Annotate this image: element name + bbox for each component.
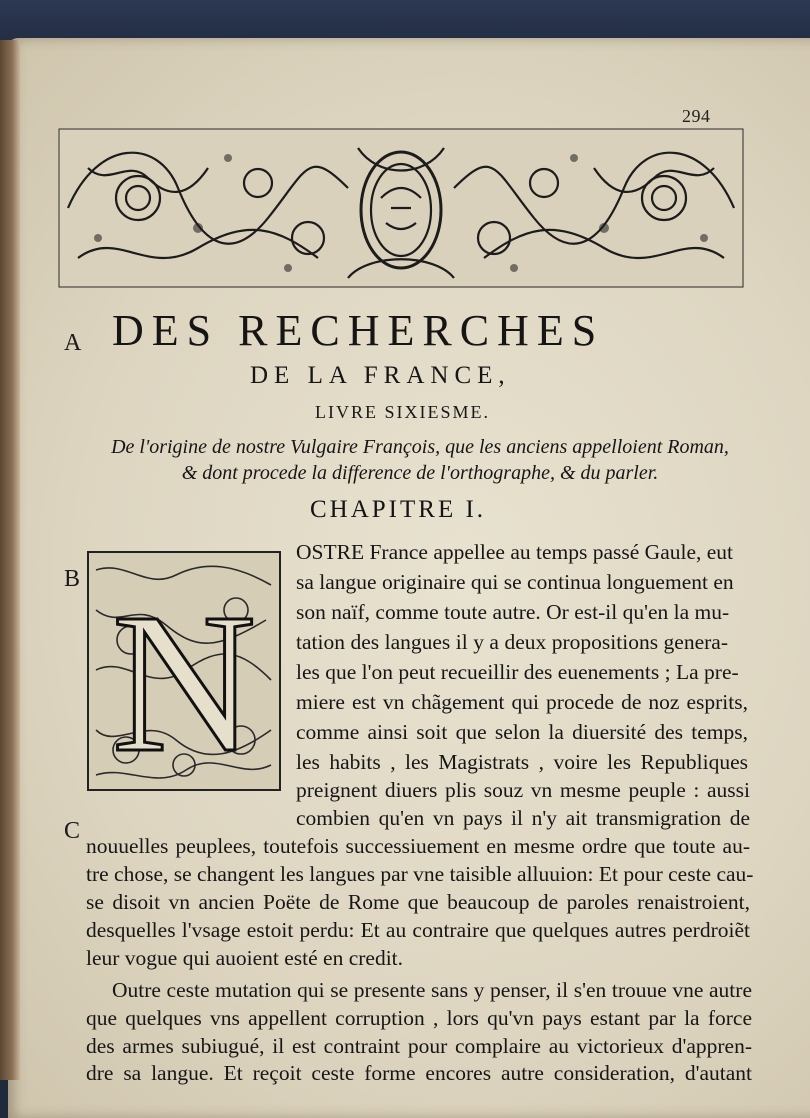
text-line: les habits , les Magistrats , voire les Republiques [296, 750, 748, 774]
text-line: que quelques vns appellent corruption , lors qu'vn pays estant par la force [86, 1006, 752, 1030]
chapter-heading: CHAPITRE I. [310, 496, 487, 523]
text-line: combien qu'en vn pays il n'y ait transmigration de [296, 806, 750, 830]
text-line: desquelles l'vsage estoit perdu: Et au contraire que quelques autres perdroiẽt [86, 918, 750, 942]
text-line: les que l'on peut recueillir des euenements ; La pre- [296, 660, 739, 684]
text-line: tre chose, se changent les langues par vne taisible alluuion: Et pour ceste cau- [86, 862, 754, 886]
description-line: & dont procede la difference de l'orthographe, & du parler. [181, 462, 659, 484]
margin-letter-a: A [64, 330, 82, 356]
text-line: OSTRE France appellee au temps passé Gaule, eut [296, 540, 734, 564]
text-line: Outre ceste mutation qui se presente sans y penser, il s'en trouue vne autre [112, 978, 752, 1002]
margin-letter-b: B [64, 566, 81, 592]
margin-letter-c: C [64, 818, 81, 844]
text-line: preignent diuers plis souz vn mesme peuple : aussi [296, 778, 750, 802]
text-line: tation des langues il y a deux propositions genera- [296, 630, 728, 654]
decorated-initial-n [86, 550, 282, 792]
text-line: des armes subiugué, il est contraint pour complaire au victorieux d'appren- [86, 1034, 752, 1058]
text-line: dre sa langue. Et reçoit ceste forme encores autre consideration, d'autant [86, 1061, 752, 1085]
text-line: comme ainsi soit que selon la diuersité des temps, [296, 720, 748, 744]
text-line: leur vogue qui auoient esté en credit. [86, 946, 404, 970]
page-title: DES RECHERCHES [112, 306, 605, 355]
text-line: son naïf, comme toute autre. Or est-il qu'en la mu- [296, 600, 730, 624]
text-line: nouuelles peuplees, toutefois successiuement en mesme ordre que toute au- [86, 834, 750, 858]
description-line: De l'origine de nostre Vulgaire François, que les anciens appelloient Roman, [111, 436, 729, 458]
text-line: miere est vn chãgement qui procede de noz esprits, [296, 690, 748, 714]
page-number: 294 [682, 106, 711, 126]
text-line: sa langue originaire qui se continua longuement en [296, 570, 734, 594]
initial-letter: N [111, 573, 257, 792]
chapter-description [100, 434, 740, 486]
book-label: LIVRE SIXIESME. [315, 402, 490, 422]
text-line: se disoit vn ancien Poëte de Rome que beaucoup de paroles renaistroient, [86, 890, 750, 914]
book-spine-edge [0, 40, 20, 1080]
ornamental-headpiece [58, 128, 744, 288]
page-subtitle: DE LA FRANCE, [250, 362, 511, 389]
